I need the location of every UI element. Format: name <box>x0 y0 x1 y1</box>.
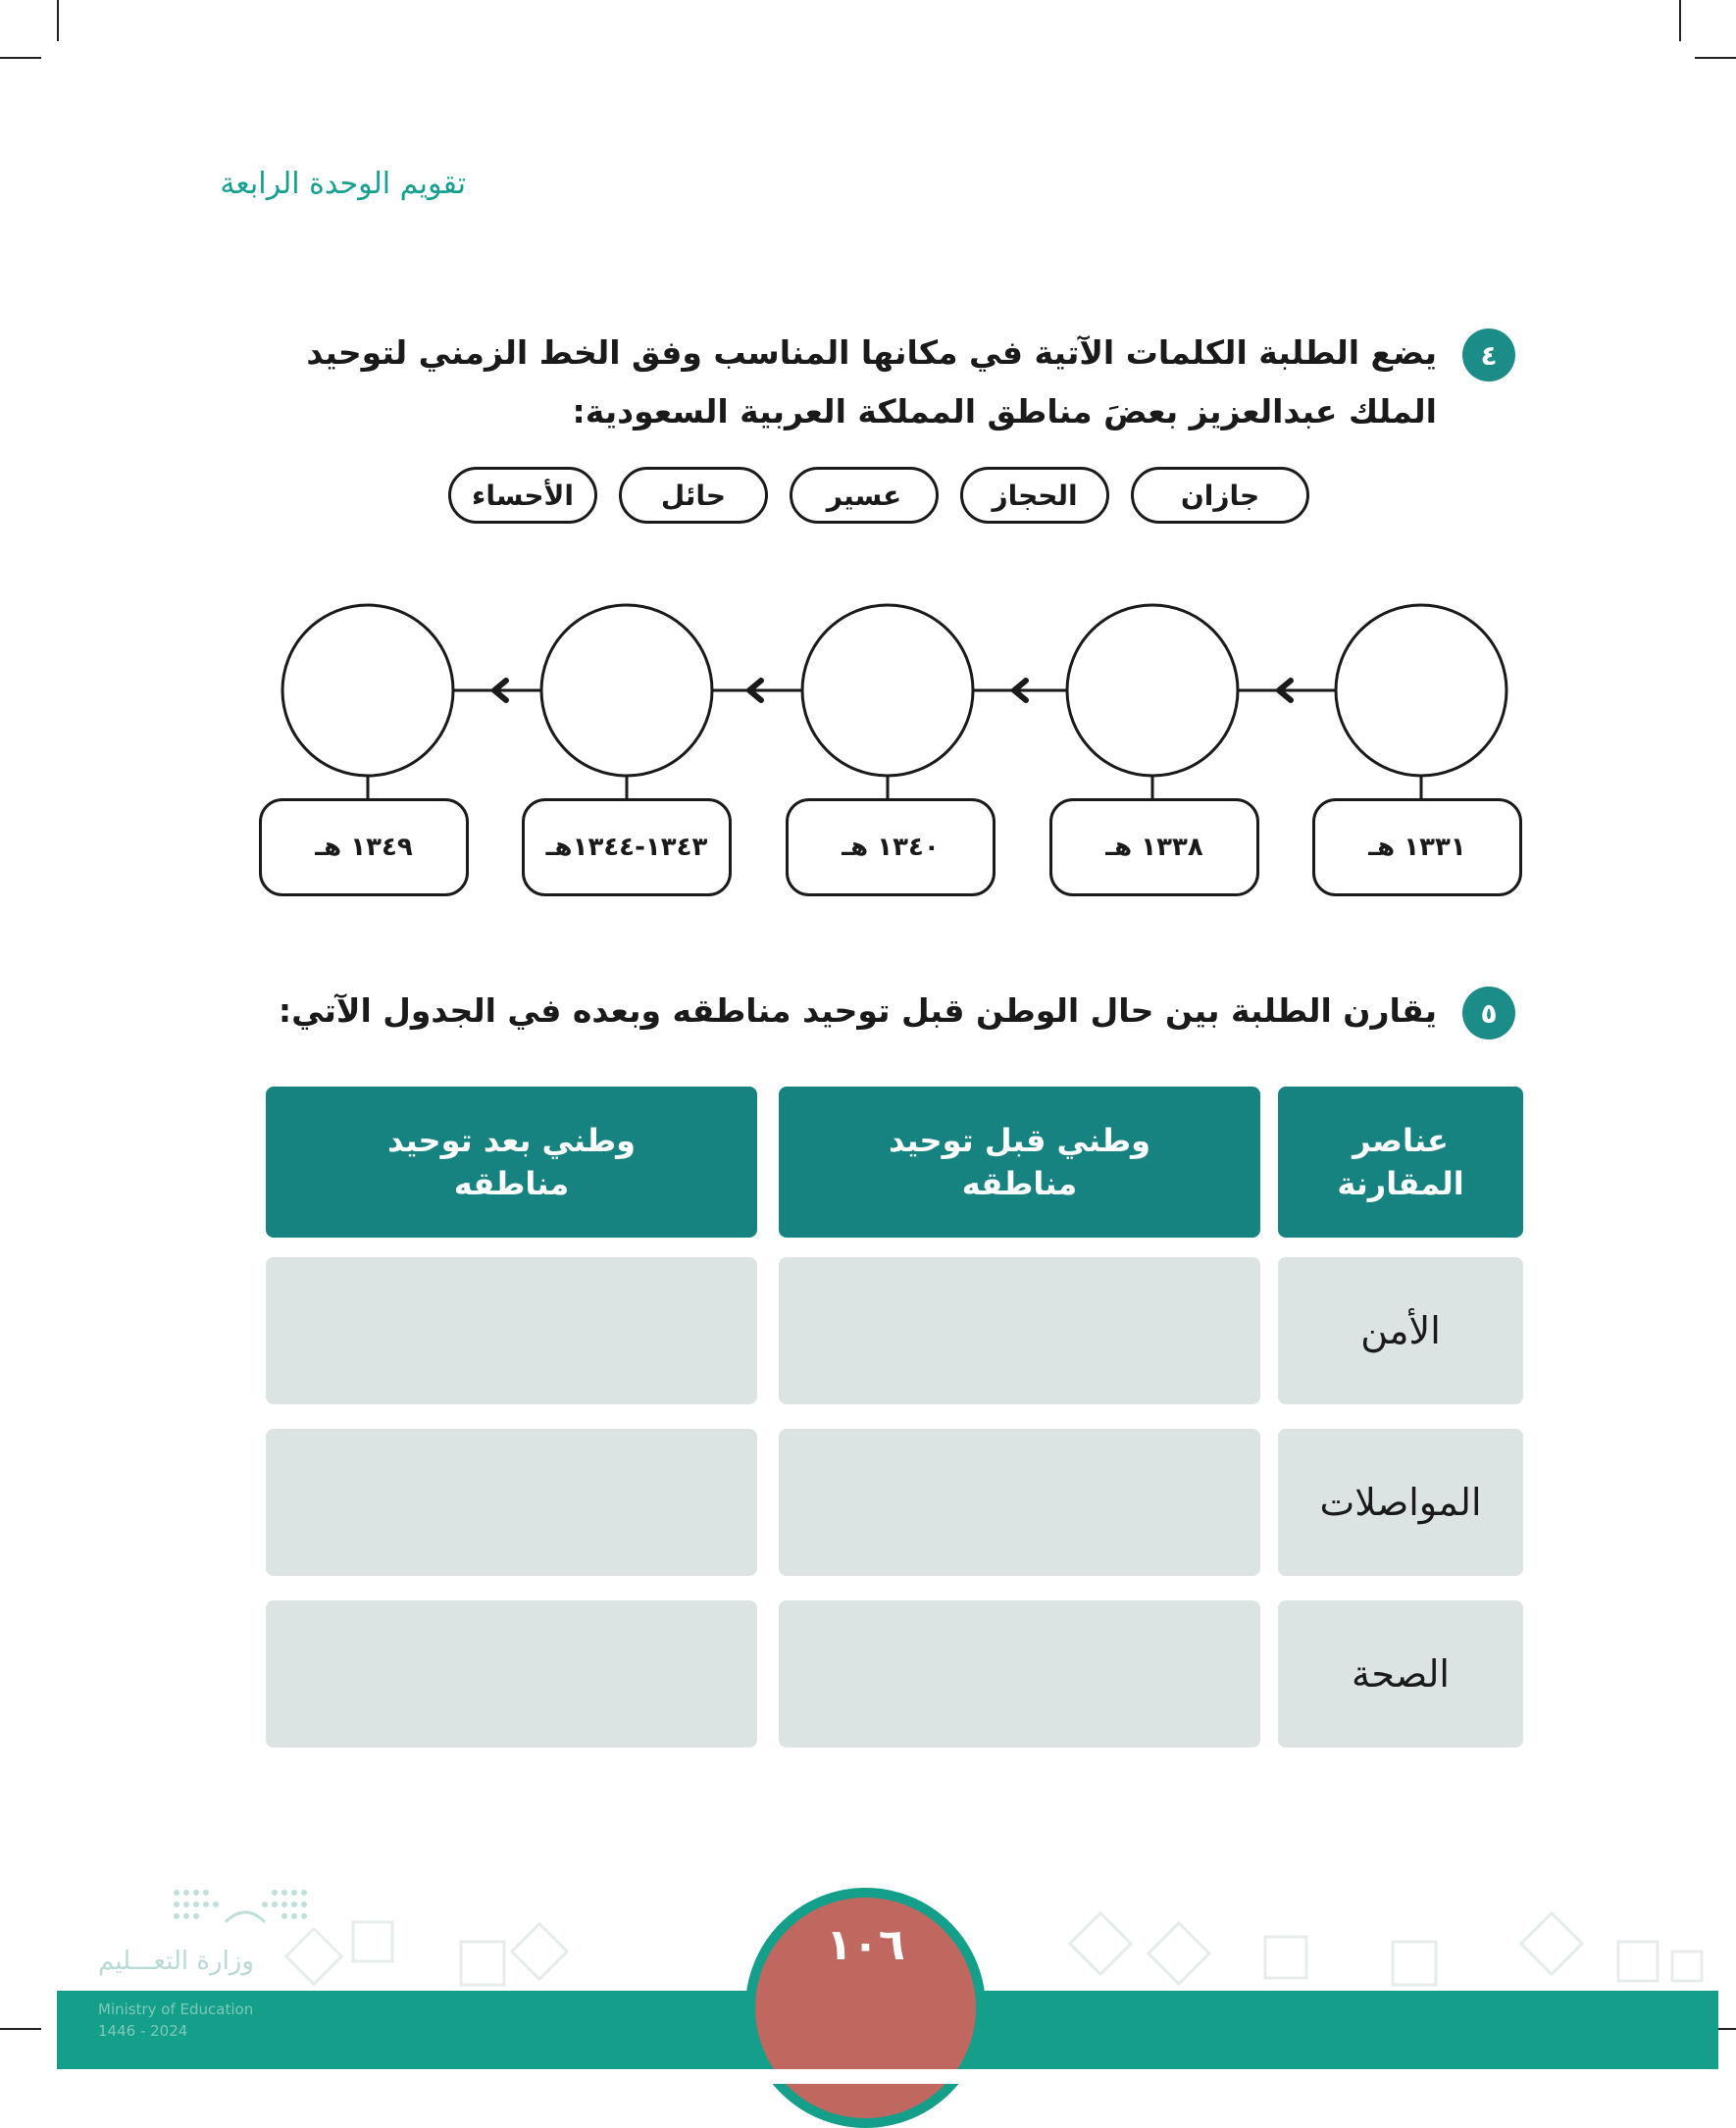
answer-circle <box>1067 605 1238 776</box>
answer-cell[interactable] <box>266 1600 757 1748</box>
answer-circle <box>282 605 453 776</box>
answer-circle <box>541 605 712 776</box>
table-row-label: الأمن <box>1278 1257 1523 1404</box>
answer-circle <box>1336 605 1506 776</box>
ministry-name-en: Ministry of Education <box>98 2001 254 2018</box>
answer-cell[interactable] <box>266 1429 757 1576</box>
table-row-label: المواصلات <box>1278 1429 1523 1576</box>
answer-cell[interactable] <box>779 1600 1260 1748</box>
year-box: ١٣٤٠ هـ <box>786 798 996 896</box>
word-chip[interactable]: عسير <box>790 467 939 524</box>
table-header: عناصر المقارنة <box>1278 1087 1523 1238</box>
ministry-name: وزارة التعـــليم <box>98 1947 254 1976</box>
table-header: وطني قبل توحيد مناطقه <box>779 1087 1260 1238</box>
word-chip[interactable]: جازان <box>1131 467 1309 524</box>
year-box: ١٣٣٨ هـ <box>1049 798 1259 896</box>
answer-cell[interactable] <box>266 1257 757 1404</box>
page-number: ١٠٦ <box>826 1920 905 1970</box>
question-5-badge: ٥ <box>1462 987 1515 1039</box>
answer-circle <box>802 605 973 776</box>
footer-edge <box>0 2069 1736 2084</box>
question-4-line-1: يضع الطلبة الكلمات الآتية في مكانها المناسب وفق الخط الزمني لتوحيد <box>306 333 1437 372</box>
year-box: ١٣٤٣-١٣٤٤هـ <box>522 798 732 896</box>
year-box: ١٣٣١ هـ <box>1312 798 1522 896</box>
unit-title: تقويم الوحدة الرابعة <box>220 167 466 201</box>
crop-mark <box>0 2028 41 2030</box>
edition-year: 2024 - 1446 <box>98 2022 188 2040</box>
word-chip[interactable]: الحجاز <box>960 467 1109 524</box>
question-5-text: يقارن الطلبة بين حال الوطن قبل توحيد مناطقه وبعده في الجدول الآتي: <box>278 991 1437 1030</box>
table-row-label: الصحة <box>1278 1600 1523 1748</box>
question-4-badge: ٤ <box>1462 329 1515 381</box>
table-header: وطني بعد توحيد مناطقه <box>266 1087 757 1238</box>
word-chip[interactable]: الأحساء <box>448 467 597 524</box>
year-box: ١٣٤٩ هـ <box>259 798 469 896</box>
answer-cell[interactable] <box>779 1429 1260 1576</box>
answer-cell[interactable] <box>779 1257 1260 1404</box>
ministry-logo-icon <box>167 1883 324 1932</box>
word-chip[interactable]: حائل <box>619 467 768 524</box>
question-4-line-2: الملك عبدالعزيز بعضَ مناطق المملكة العربية السعودية: <box>572 392 1437 431</box>
